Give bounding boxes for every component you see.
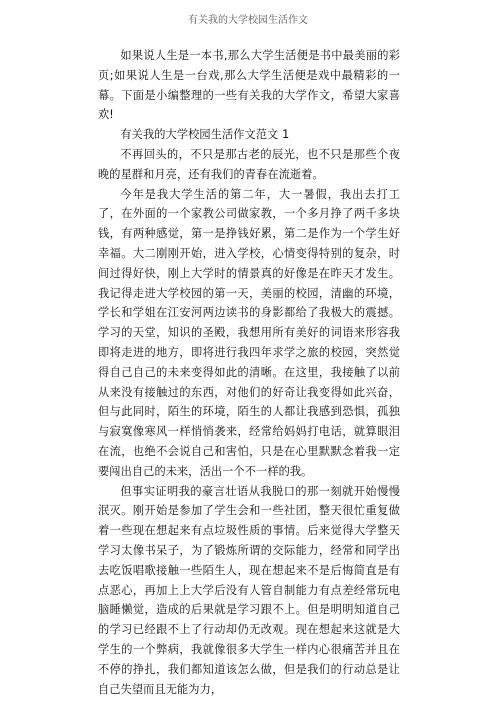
document-title: 有关我的大学校园生活作文 (188, 15, 308, 26)
paragraph-intro: 如果说人生是一本书,那么大学生活便是书中最美丽的彩页;如果说人生是一台戏,那么大学生活便是戏中最精彩的一幕。下面是小编整理的一些有关我的大学作文，希望大家喜欢! (98, 49, 400, 122)
paragraph-subheading: 有关我的大学校园生活作文范文 1 (120, 128, 290, 142)
paragraph-2: 今年是我大学生活的第二年，大一暑假，我出去打工了，在外面的一个家教公司做家教，一个多月挣了两千多块钱，有两种感觉，第一是挣钱好累，第二是作为一个学生好幸福。大二刚刚开始，进入学校，心情变得特别的复杂，时间过得好快，刚上大学时的情景真的好像是在昨天才发生。我记得走进大学校园的第一天，美丽的校园，清幽的环境，学长和学姐在江安河两边读书的身影都给了我极大的震撼。学习的天堂，知识的圣殿，我想用所有美好的词语来形容我即将走进的地方，即将进行我四年求学之旅的校园，突然觉得自己自己的未来变得如此的清晰。在这里，我接触了以前从来没有接触过的东西，对他们的好奇让我变得如此兴奋，但与此同时，陌生的环境，陌生的人都让我感到恐惧，孤独与寂寞像寒风一样悄悄袭来，经常给妈妈打电话，就算眼泪在流，也绝不会说自己和害怕，只是在心里默默念着我一定要闯出自己的未来，活出一个不一样的我。 (98, 187, 400, 478)
paragraph-3: 但事实证明我的豪言壮语从我脱口的那一刻就开始慢慢泯灭。刚开始是参加了学生会和一些社团，整天很忙重复做着一些现在想起来有点垃圾性质的事情。后来觉得大学整天学习太像书呆子，为了锻炼所谓的交际能力，经常和同学出去吃饭唱歌接触一些陌生人，现在想起来不是后悔简直是有点恶心，再加上上大学后没有人管自制能力有点差经常玩电脑睡懒觉，造成的后果就是学习跟不上。但是明明知道自己的学习已经跟不上了行动却仍无改观。现在想起来这就是大学生的一个弊病，我就像很多大学生一样内心很痛苦并且在不停的挣扎，我们都知道该怎么做，但是我们的行动总是让自己失望而且无能为力， (98, 484, 400, 696)
paragraph-1: 不再回头的，不只是那古老的辰光，也不只是那些个夜晚的星群和月亮，还有我们的青春在流逝着。 (98, 147, 400, 181)
document-body (98, 46, 400, 699)
